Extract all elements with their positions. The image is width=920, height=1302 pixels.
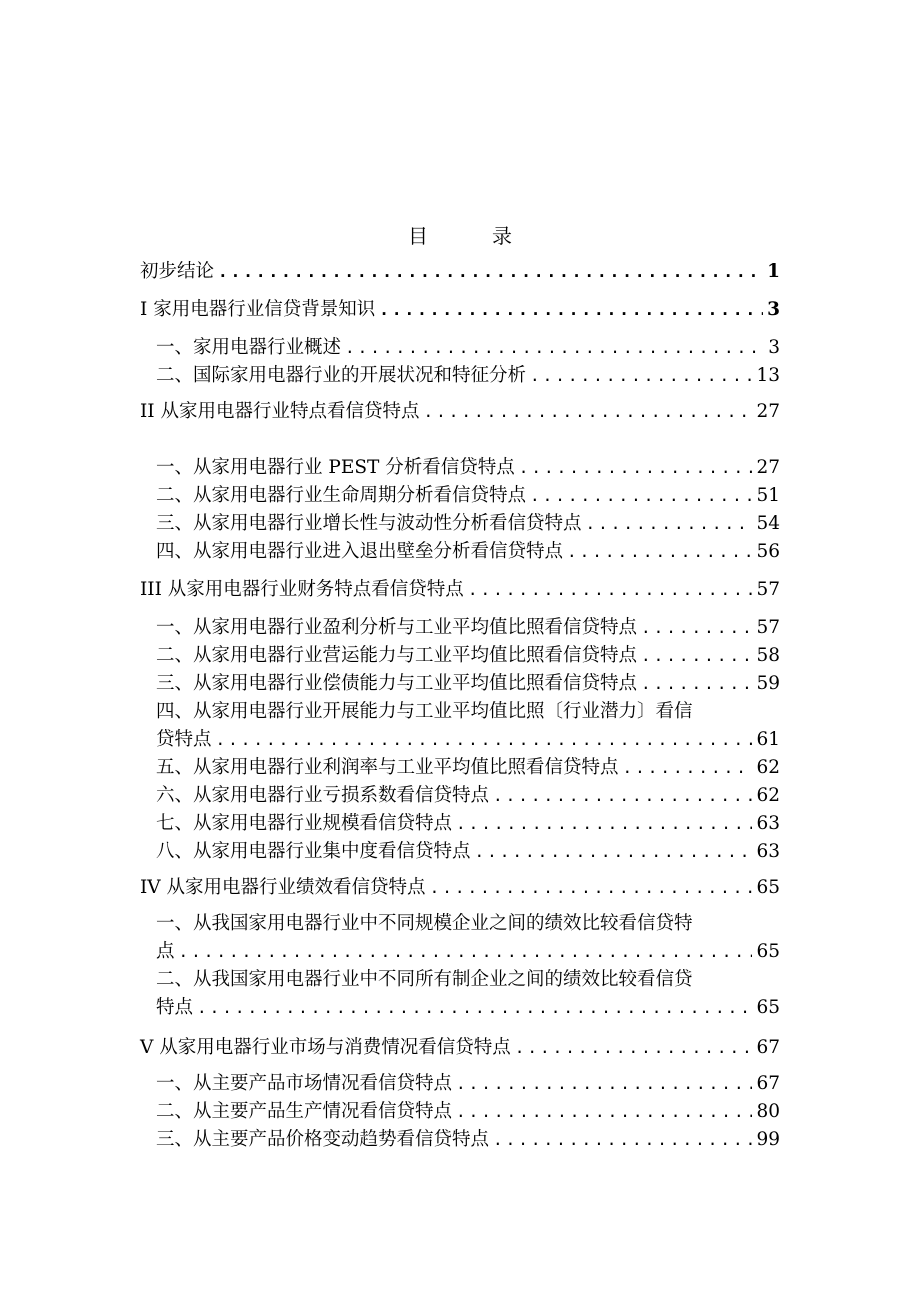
toc-entry[interactable] bbox=[156, 838, 780, 866]
toc-entry-text: II 从家用电器行业特点看信贷特点 bbox=[140, 401, 420, 422]
toc-entry-text: 点 bbox=[156, 941, 175, 962]
toc-entry-text: 八、从家用电器行业集中度看信贷特点 bbox=[156, 841, 471, 862]
toc-leader-dots bbox=[515, 1034, 753, 1062]
toc-leader-dots bbox=[493, 1126, 752, 1154]
toc-entry-page: 63 bbox=[756, 813, 780, 834]
toc-entry-text: 一、从主要产品市场情况看信贷特点 bbox=[156, 1073, 453, 1094]
toc-entry[interactable] bbox=[156, 538, 780, 566]
toc-leader-dots bbox=[430, 874, 753, 902]
toc-entry-text: IV 从家用电器行业绩效看信贷特点 bbox=[140, 877, 426, 898]
toc-entry-page: 62 bbox=[756, 785, 780, 806]
toc-entry-page: 61 bbox=[756, 729, 780, 750]
toc-entry-text: 二、国际家用电器行业的开展状况和特征分析 bbox=[156, 365, 527, 386]
toc-entry-text: 三、从家用电器行业增长性与波动性分析看信贷特点 bbox=[156, 513, 582, 534]
toc-entry-page: 67 bbox=[756, 1073, 780, 1094]
toc-title: 目 录 bbox=[408, 224, 534, 248]
toc-entry-page: 65 bbox=[756, 997, 780, 1018]
toc-leader-dots bbox=[475, 838, 753, 866]
toc-entry-text: 一、家用电器行业概述 bbox=[156, 337, 342, 358]
toc-leader-dots bbox=[218, 258, 763, 286]
toc-entry[interactable] bbox=[156, 510, 780, 538]
toc-entry-page: 62 bbox=[756, 757, 780, 778]
toc-entry-text: 贷特点 bbox=[156, 729, 212, 750]
toc-leader-dots bbox=[641, 670, 752, 698]
toc-entry-page: 57 bbox=[756, 617, 780, 638]
toc-entry-text: V 从家用电器行业市场与消费情况看信贷特点 bbox=[140, 1037, 511, 1058]
toc-entry-page: 3 bbox=[768, 337, 780, 358]
toc-entry[interactable] bbox=[140, 398, 780, 426]
toc-entry[interactable] bbox=[156, 1098, 780, 1126]
toc-entry-text: 二、从家用电器行业营运能力与工业平均值比照看信贷特点 bbox=[156, 645, 638, 666]
toc-entry-text: III 从家用电器行业财务特点看信贷特点 bbox=[140, 579, 464, 600]
toc-entry-page: 65 bbox=[756, 941, 780, 962]
toc-entry-text: 七、从家用电器行业规模看信贷特点 bbox=[156, 813, 453, 834]
toc-leader-dots bbox=[530, 482, 752, 510]
toc-entry[interactable] bbox=[140, 296, 780, 324]
toc-entry[interactable] bbox=[140, 258, 780, 286]
toc-entry[interactable] bbox=[156, 1070, 780, 1098]
toc-entry-page: 13 bbox=[756, 365, 780, 386]
toc-entry[interactable] bbox=[156, 938, 780, 966]
toc-leader-dots bbox=[424, 398, 753, 426]
toc-entry-page: 65 bbox=[756, 877, 780, 898]
toc-entry-text: 一、从家用电器行业 PEST 分析看信贷特点 bbox=[156, 457, 515, 478]
toc-entry-text: 特点 bbox=[156, 997, 194, 1018]
toc-entry-text: 五、从家用电器行业利润率与工业平均值比照看信贷特点 bbox=[156, 757, 619, 778]
toc-entry-wrapped-line[interactable]: 四、从家用电器行业开展能力与工业平均值比照〔行业潜力〕看信 bbox=[156, 701, 693, 722]
toc-leader-dots bbox=[493, 782, 752, 810]
toc-entry-page: 67 bbox=[756, 1037, 780, 1058]
toc-leader-dots bbox=[456, 810, 752, 838]
toc-entry-page: 80 bbox=[756, 1101, 780, 1122]
toc-entry-wrapped-line[interactable]: 一、从我国家用电器行业中不同规模企业之间的绩效比较看信贷特 bbox=[156, 913, 693, 934]
toc-entry-text: 四、从家用电器行业进入退出壁垒分析看信贷特点 bbox=[156, 541, 564, 562]
toc-entry-text: 初步结论 bbox=[140, 261, 215, 282]
toc-entry[interactable] bbox=[156, 482, 780, 510]
toc-entry-page: 1 bbox=[767, 261, 780, 282]
toc-leader-dots bbox=[519, 454, 753, 482]
toc-entry-text: 一、从家用电器行业盈利分析与工业平均值比照看信贷特点 bbox=[156, 617, 638, 638]
toc-entry[interactable] bbox=[156, 782, 780, 810]
toc-entry-page: 63 bbox=[756, 841, 780, 862]
toc-leader-dots bbox=[623, 754, 753, 782]
toc-leader-dots bbox=[567, 538, 752, 566]
toc-entry[interactable] bbox=[156, 614, 780, 642]
toc-entry-text: 六、从家用电器行业亏损系数看信贷特点 bbox=[156, 785, 490, 806]
toc-leader-dots bbox=[216, 726, 753, 754]
toc-entry[interactable] bbox=[156, 642, 780, 670]
toc-entry-page: 27 bbox=[756, 401, 780, 422]
toc-entry-page: 99 bbox=[756, 1129, 780, 1150]
toc-entry-page: 3 bbox=[767, 299, 780, 320]
toc-leader-dots bbox=[641, 614, 752, 642]
toc-leader-dots bbox=[456, 1098, 752, 1126]
toc-entry-text: 三、从主要产品价格变动趋势看信贷特点 bbox=[156, 1129, 490, 1150]
toc-entry-wrapped-line[interactable]: 二、从我国家用电器行业中不同所有制企业之间的绩效比较看信贷 bbox=[156, 969, 693, 990]
toc-entry[interactable] bbox=[140, 874, 780, 902]
toc-entry-page: 51 bbox=[756, 485, 780, 506]
toc-entry-page: 59 bbox=[756, 673, 780, 694]
toc-entry[interactable] bbox=[156, 454, 780, 482]
toc-entry-page: 27 bbox=[756, 457, 780, 478]
toc-leader-dots bbox=[468, 576, 753, 604]
toc-leader-dots bbox=[641, 642, 752, 670]
toc-entry-text: 二、从主要产品生产情况看信贷特点 bbox=[156, 1101, 453, 1122]
toc-entry-text: 三、从家用电器行业偿债能力与工业平均值比照看信贷特点 bbox=[156, 673, 638, 694]
toc-entry-text: I 家用电器行业信贷背景知识 bbox=[140, 299, 376, 320]
toc-leader-dots bbox=[586, 510, 753, 538]
toc-entry-page: 58 bbox=[756, 645, 780, 666]
toc-entry[interactable] bbox=[156, 994, 780, 1022]
toc-entry[interactable] bbox=[156, 726, 780, 754]
toc-entry-page: 57 bbox=[756, 579, 780, 600]
toc-entry[interactable] bbox=[140, 1034, 780, 1062]
toc-entry[interactable] bbox=[156, 670, 780, 698]
toc-entry[interactable] bbox=[156, 754, 780, 782]
toc-entry-text: 二、从家用电器行业生命周期分析看信贷特点 bbox=[156, 485, 527, 506]
toc-entry[interactable] bbox=[156, 1126, 780, 1154]
toc-entry[interactable] bbox=[156, 362, 780, 390]
toc-leader-dots bbox=[379, 296, 763, 324]
toc-leader-dots bbox=[197, 994, 752, 1022]
toc-entry[interactable] bbox=[140, 576, 780, 604]
toc-entry[interactable] bbox=[156, 810, 780, 838]
toc-entry-page: 56 bbox=[756, 541, 780, 562]
toc-entry-page: 54 bbox=[756, 513, 780, 534]
toc-leader-dots bbox=[345, 334, 764, 362]
toc-entry[interactable] bbox=[156, 334, 780, 362]
toc-leader-dots bbox=[456, 1070, 752, 1098]
toc-leader-dots bbox=[179, 938, 753, 966]
toc-leader-dots bbox=[530, 362, 752, 390]
